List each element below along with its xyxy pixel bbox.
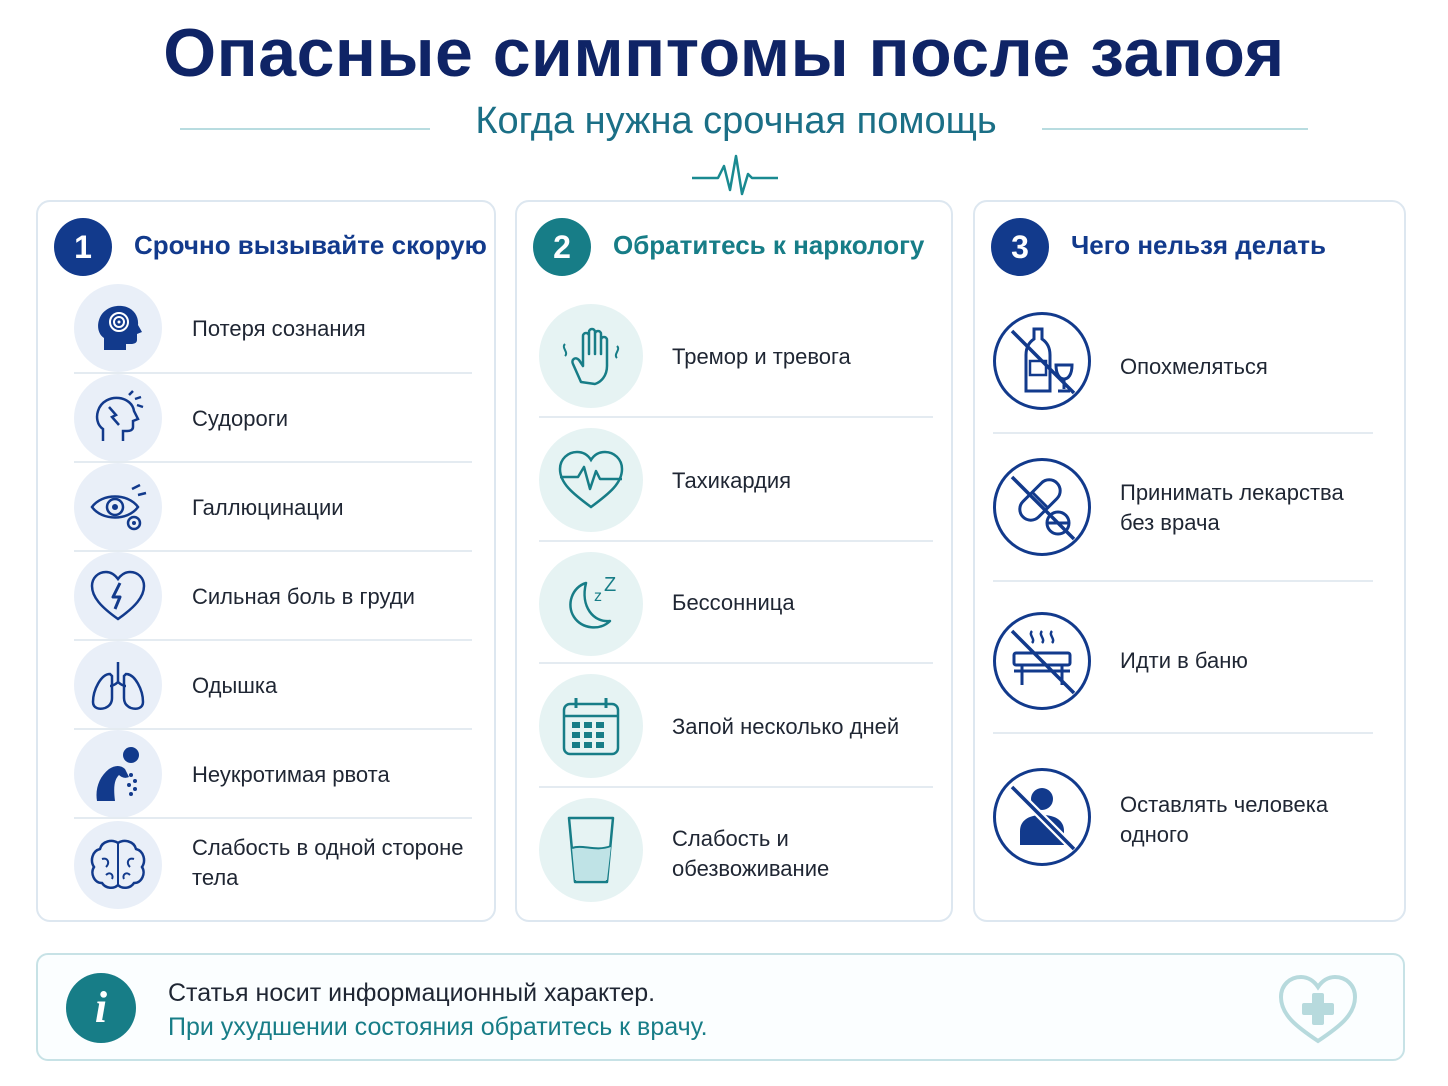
list-item: [539, 300, 933, 418]
item-label: Опохмеляться: [1120, 354, 1268, 379]
page-title: Опасные симптомы после запоя: [163, 15, 1285, 91]
item-label: Неукротимая рвота: [192, 762, 390, 787]
notice-line-1: Статья носит информационный характер.: [168, 979, 656, 1007]
card-title: Обратитесь к наркологу: [613, 230, 925, 260]
brain-icon: [74, 821, 162, 909]
card-narcologist: [515, 200, 953, 922]
item-label: Потеря сознания: [192, 316, 366, 341]
notice-banner: [36, 953, 1405, 1061]
vomiting-person-icon: [74, 730, 162, 818]
list-item: [993, 310, 1373, 434]
list-item: [74, 819, 472, 909]
card-emergency: [36, 200, 496, 922]
item-label: Оставлять человека одного: [1120, 792, 1329, 847]
card-title: Чего нельзя делать: [1071, 230, 1326, 260]
moon-sleep-icon: [539, 552, 643, 656]
list-item: [74, 284, 472, 374]
heart-cross-icon: [1277, 973, 1359, 1045]
water-glass-icon: [539, 798, 643, 902]
list-item: [539, 664, 933, 788]
heart-pulse-icon: [539, 428, 643, 532]
no-alone-person-icon: [993, 768, 1091, 866]
list-item: [539, 788, 933, 910]
divider-right: [1042, 128, 1308, 130]
item-label: Одышка: [192, 673, 278, 698]
subtitle-row: [180, 100, 1308, 156]
pulse-line-icon: [690, 152, 780, 198]
list-item: [539, 418, 933, 542]
eye-hallucination-icon: [74, 463, 162, 551]
shaking-hand-icon: [539, 304, 643, 408]
no-pills-icon: [993, 458, 1091, 556]
card-number-badge: 2: [533, 218, 591, 276]
item-label: Тремор и тревога: [672, 344, 851, 369]
list-item: [74, 463, 472, 552]
item-label: Запой несколько дней: [672, 714, 900, 739]
svg-text:z: z: [594, 588, 602, 605]
card-title: Срочно вызывайте скорую: [134, 230, 487, 260]
no-alcohol-icon: [993, 312, 1091, 410]
item-label: Принимать лекарства без врача: [1120, 480, 1344, 535]
lungs-icon: [74, 641, 162, 729]
item-label: Идти в баню: [1120, 648, 1248, 673]
no-sauna-icon: [993, 612, 1091, 710]
card-dont-do: [973, 200, 1406, 922]
list-item: [74, 374, 472, 463]
list-item: [993, 434, 1373, 582]
card-number-badge: 3: [991, 218, 1049, 276]
calendar-icon: [539, 674, 643, 778]
card-number-badge: 1: [54, 218, 112, 276]
item-label: Галлюцинации: [192, 495, 344, 520]
notice-line-2: При ухудшении состояния обратитесь к врачу.: [168, 1013, 708, 1041]
item-label: Тахикардия: [672, 468, 792, 493]
list-item: [993, 582, 1373, 734]
item-label: Слабость в одной стороне тела: [192, 835, 464, 890]
list-item: [74, 641, 472, 730]
divider-left: [180, 128, 430, 130]
item-label: Слабость и обезвоживание: [672, 826, 830, 881]
svg-text:Z: Z: [604, 574, 617, 596]
info-icon: i: [66, 973, 136, 1043]
page-subtitle: Когда нужна срочная помощь: [475, 100, 997, 142]
list-item: [993, 734, 1373, 910]
list-item: [74, 552, 472, 641]
head-target-icon: [74, 284, 162, 372]
list-item: [539, 542, 933, 664]
heart-pain-icon: [74, 552, 162, 640]
item-label: Бессонница: [672, 590, 795, 615]
item-label: Сильная боль в груди: [192, 584, 415, 609]
list-item: [74, 730, 472, 819]
item-label: Судороги: [192, 406, 289, 431]
head-lightning-icon: [74, 374, 162, 462]
